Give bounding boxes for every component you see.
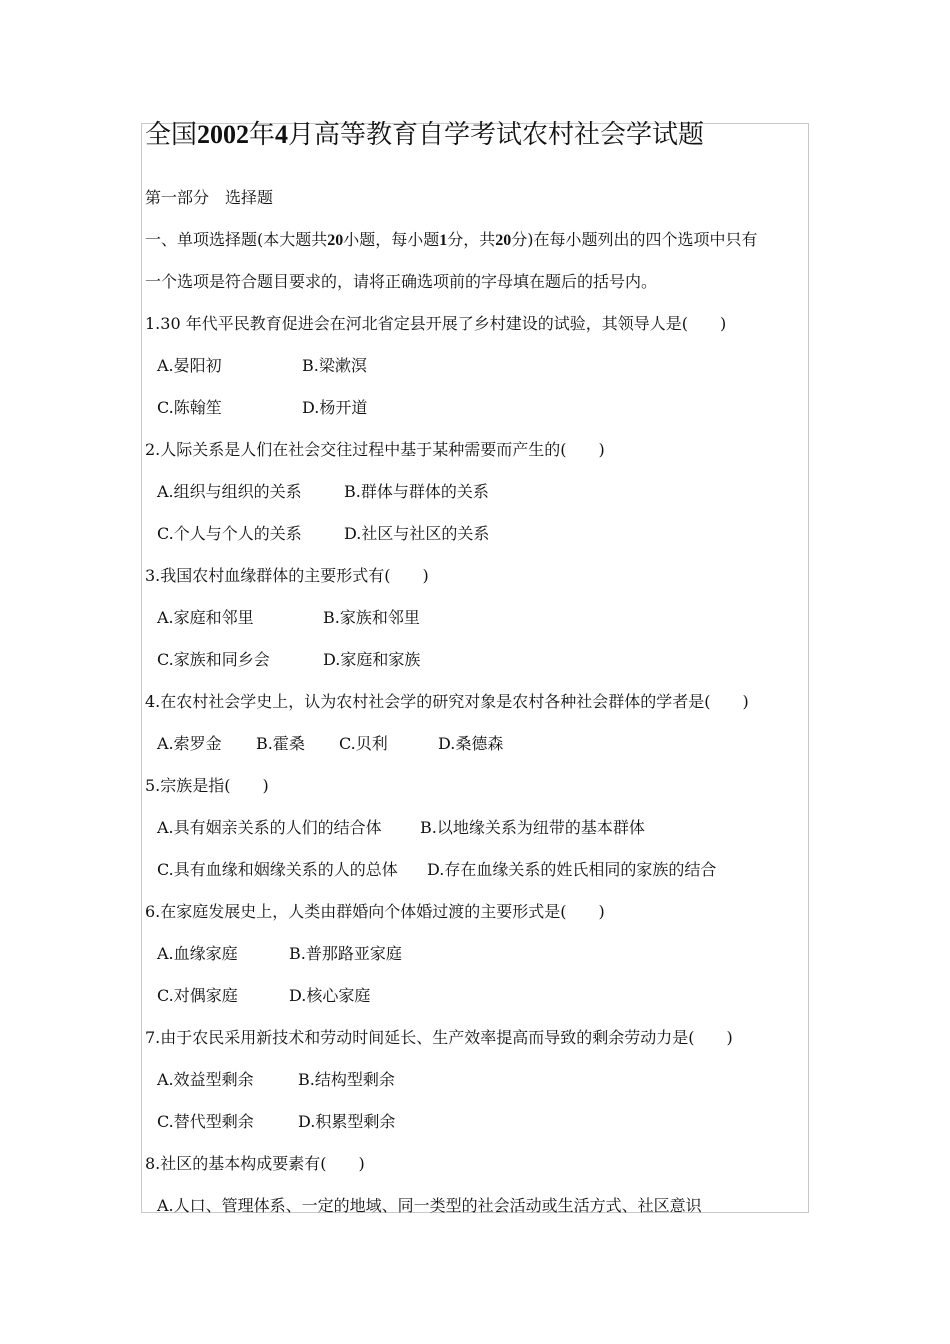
option: A.人口、管理体系、一定的地域、同一类型的社会活动或生活方式、社区意识: [157, 1196, 702, 1215]
option: C.个人与个人的关系: [157, 524, 302, 543]
option: A.血缘家庭: [157, 944, 238, 963]
option: C.具有血缘和姻缘关系的人的总体: [157, 860, 398, 879]
option: D.积累型剩余: [298, 1112, 396, 1131]
option: B.以地缘关系为纽带的基本群体: [420, 818, 645, 837]
option: A.组织与组织的关系: [157, 482, 302, 501]
question-stem: 1.30 年代平民教育促进会在河北省定县开展了乡村建设的试验，其领导人是( ): [145, 314, 727, 333]
option: C.贝利: [339, 734, 388, 753]
option: B.霍桑: [256, 734, 305, 753]
question-stem: 8.社区的基本构成要素有( ): [145, 1154, 365, 1173]
option: A.索罗金: [157, 734, 222, 753]
option: B.群体与群体的关系: [344, 482, 489, 501]
option: C.替代型剩余: [157, 1112, 254, 1131]
option: A.效益型剩余: [157, 1070, 254, 1089]
option: B.家族和邻里: [323, 608, 420, 627]
option: D.核心家庭: [289, 986, 371, 1005]
section-instructions-line-2: 一个选项是符合题目要求的，请将正确选项前的字母填在题后的括号内。: [145, 272, 658, 291]
option: C.陈翰笙: [157, 398, 222, 417]
option: D.杨开道: [302, 398, 368, 417]
page-title: 全国2002年4月高等教育自学考试农村社会学试题: [145, 120, 705, 150]
question-stem: 6.在家庭发展史上，人类由群婚向个体婚过渡的主要形式是( ): [145, 902, 605, 921]
option: D.桑德森: [438, 734, 504, 753]
question-stem: 2.人际关系是人们在社会交往过程中基于某种需要而产生的( ): [145, 440, 605, 459]
option: D.存在血缘关系的姓氏相同的家族的结合: [427, 860, 717, 879]
option: B.普那路亚家庭: [289, 944, 402, 963]
option: B.梁漱溟: [302, 356, 367, 375]
option: D.家庭和家族: [323, 650, 421, 669]
option: A.家庭和邻里: [157, 608, 254, 627]
question-stem: 7.由于农民采用新技术和劳动时间延长、生产效率提高而导致的剩余劳动力是( ): [145, 1028, 733, 1047]
option: C.对偶家庭: [157, 986, 238, 1005]
question-stem: 3.我国农村血缘群体的主要形式有( ): [145, 566, 429, 585]
option: C.家族和同乡会: [157, 650, 270, 669]
question-stem: 4.在农村社会学史上，认为农村社会学的研究对象是农村各种社会群体的学者是( ): [145, 692, 749, 711]
question-stem: 5.宗族是指( ): [145, 776, 269, 795]
option: A.具有姻亲关系的人们的结合体: [157, 818, 382, 837]
section-instructions-line-1: 一、单项选择题(本大题共20小题，每小题1分，共20分)在每小题列出的四个选项中只有: [145, 230, 758, 249]
option: A.晏阳初: [157, 356, 222, 375]
option: B.结构型剩余: [298, 1070, 395, 1089]
option: D.社区与社区的关系: [344, 524, 490, 543]
part-heading: 第一部分 选择题: [145, 188, 274, 207]
